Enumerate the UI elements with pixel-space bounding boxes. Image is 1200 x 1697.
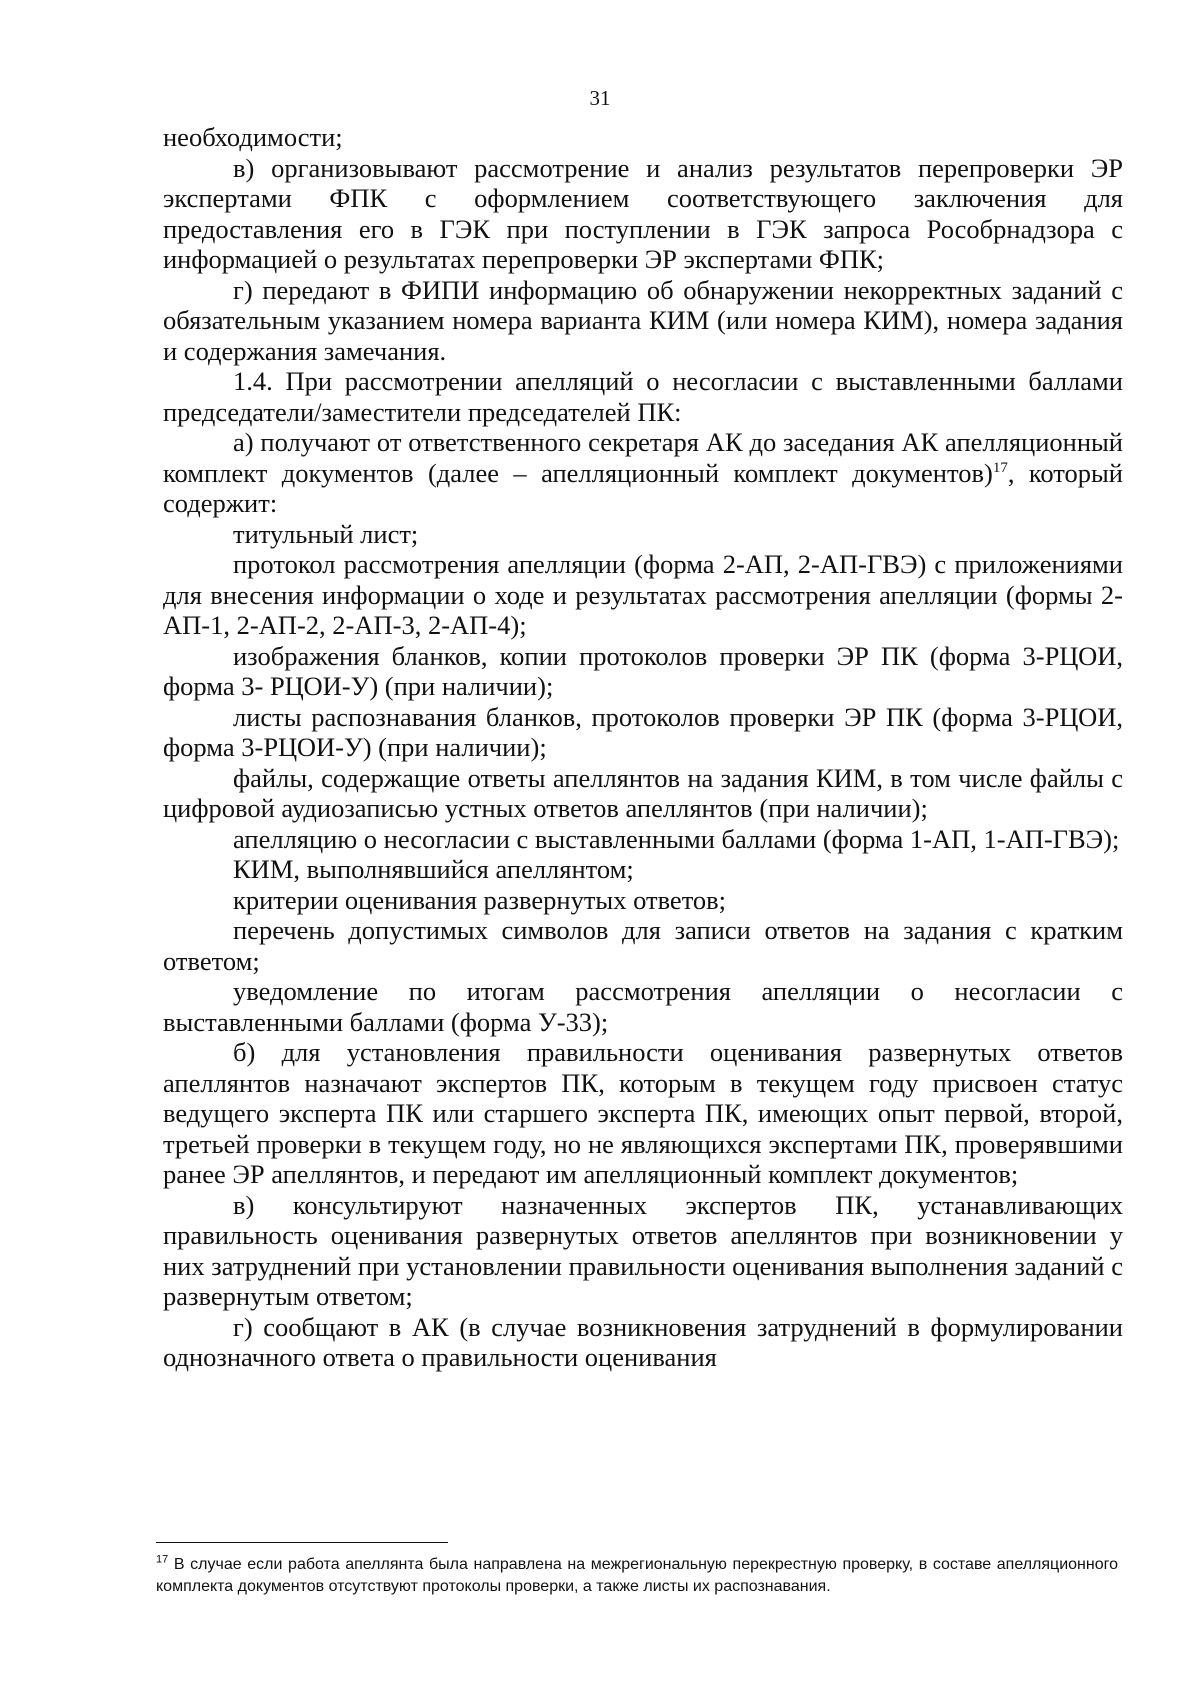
footnote-text: В случае если работа апеллянта была направлена на межрегиональную перекрестную проверку, в составе апелляционного комплекта документов отсутствуют протоколы проверки, а также листы их распознавания. [156, 1556, 1118, 1595]
paragraph: в) организовывают рассмотрение и анализ результатов перепроверки ЭР экспертами ФПК с оформлением соответствующего заключения для предоставления его в ГЭК при поступлении в ГЭК запроса Рособрнадзора с информацией о результатах перепроверки ЭР экспертами ФПК; [163, 152, 1123, 274]
footnote-marker: 17 [156, 1553, 169, 1566]
paragraph: г) передают в ФИПИ информацию об обнаружении некорректных заданий с обязательным указанием номера варианта КИМ (или номера КИМ), номера задания и содержания замечания. [163, 274, 1123, 366]
document-body [163, 122, 1123, 1373]
paragraph: в) консультируют назначенных экспертов ПК, устанавливающих правильность оценивания развернутых ответов апеллянтов при возникновении у них затруднений при установлении правильности оценивания выполнения заданий с развернутым ответом; [163, 1189, 1123, 1311]
paragraph: перечень допустимых символов для записи ответов на задания с кратким ответом; [163, 915, 1123, 976]
footnote [156, 1554, 1118, 1598]
paragraph: апелляцию о несогласии с выставленными баллами (форма 1-АП, 1-АП-ГВЭ); [233, 823, 1120, 854]
paragraph: листы распознавания бланков, протоколов проверки ЭР ПК (форма 3-РЦОИ, форма 3-РЦОИ-У) (при наличии); [163, 701, 1123, 762]
paragraph-text: а) получают от ответственного секретаря АК до заседания АК апелляционный комплект документов (далее – апелляционный комплект документов) [163, 427, 1123, 488]
paragraph: уведомление по итогам рассмотрения апелляции о несогласии с выставленными баллами (форма У-33); [163, 976, 1123, 1037]
paragraph-text-continued: , который содержит: [163, 457, 1123, 518]
paragraph: изображения бланков, копии протоколов проверки ЭР ПК (форма 3-РЦОИ, форма 3- РЦОИ-У) (при наличии); [163, 640, 1123, 701]
paragraph: 1.4. При рассмотрении апелляций о несогласии с выставленными баллами председатели/заместители председателей ПК: [163, 366, 1123, 427]
page-number: 31 [589, 86, 611, 110]
paragraph: титульный лист; [233, 518, 419, 549]
footnote-reference[interactable]: 17 [992, 459, 1008, 476]
paragraph: необходимости; [163, 122, 343, 152]
footnote-divider [156, 1542, 448, 1543]
paragraph: КИМ, выполнявшийся апеллянтом; [233, 854, 634, 884]
paragraph: б) для установления правильности оценивания развернутых ответов апеллянтов назначают экспертов ПК, которым в текущем году присвоен статус ведущего эксперта ПК или старшего эксперта ПК, имеющих опыт первой, второй, третьей проверки в текущем году, но не являющихся экспертами ПК, проверявшими ранее ЭР апеллянтов, и передают им апелляционный комплект документов; [163, 1037, 1123, 1189]
paragraph: файлы, содержащие ответы апеллянтов на задания КИМ, в том числе файлы с цифровой аудиозаписью устных ответов апеллянтов (при наличии); [163, 762, 1123, 823]
paragraph: г) сообщают в АК (в случае возникновения затруднений в формулировании однозначного ответа о правильности оценивания [163, 1311, 1123, 1372]
paragraph: протокол рассмотрения апелляции (форма 2-АП, 2-АП-ГВЭ) с приложениями для внесения информации о ходе и результатах рассмотрения апелляции (формы 2-АП-1, 2-АП-2, 2-АП-3, 2-АП-4); [163, 549, 1123, 640]
paragraph [163, 427, 1123, 519]
paragraph: критерии оценивания развернутых ответов; [233, 884, 727, 915]
